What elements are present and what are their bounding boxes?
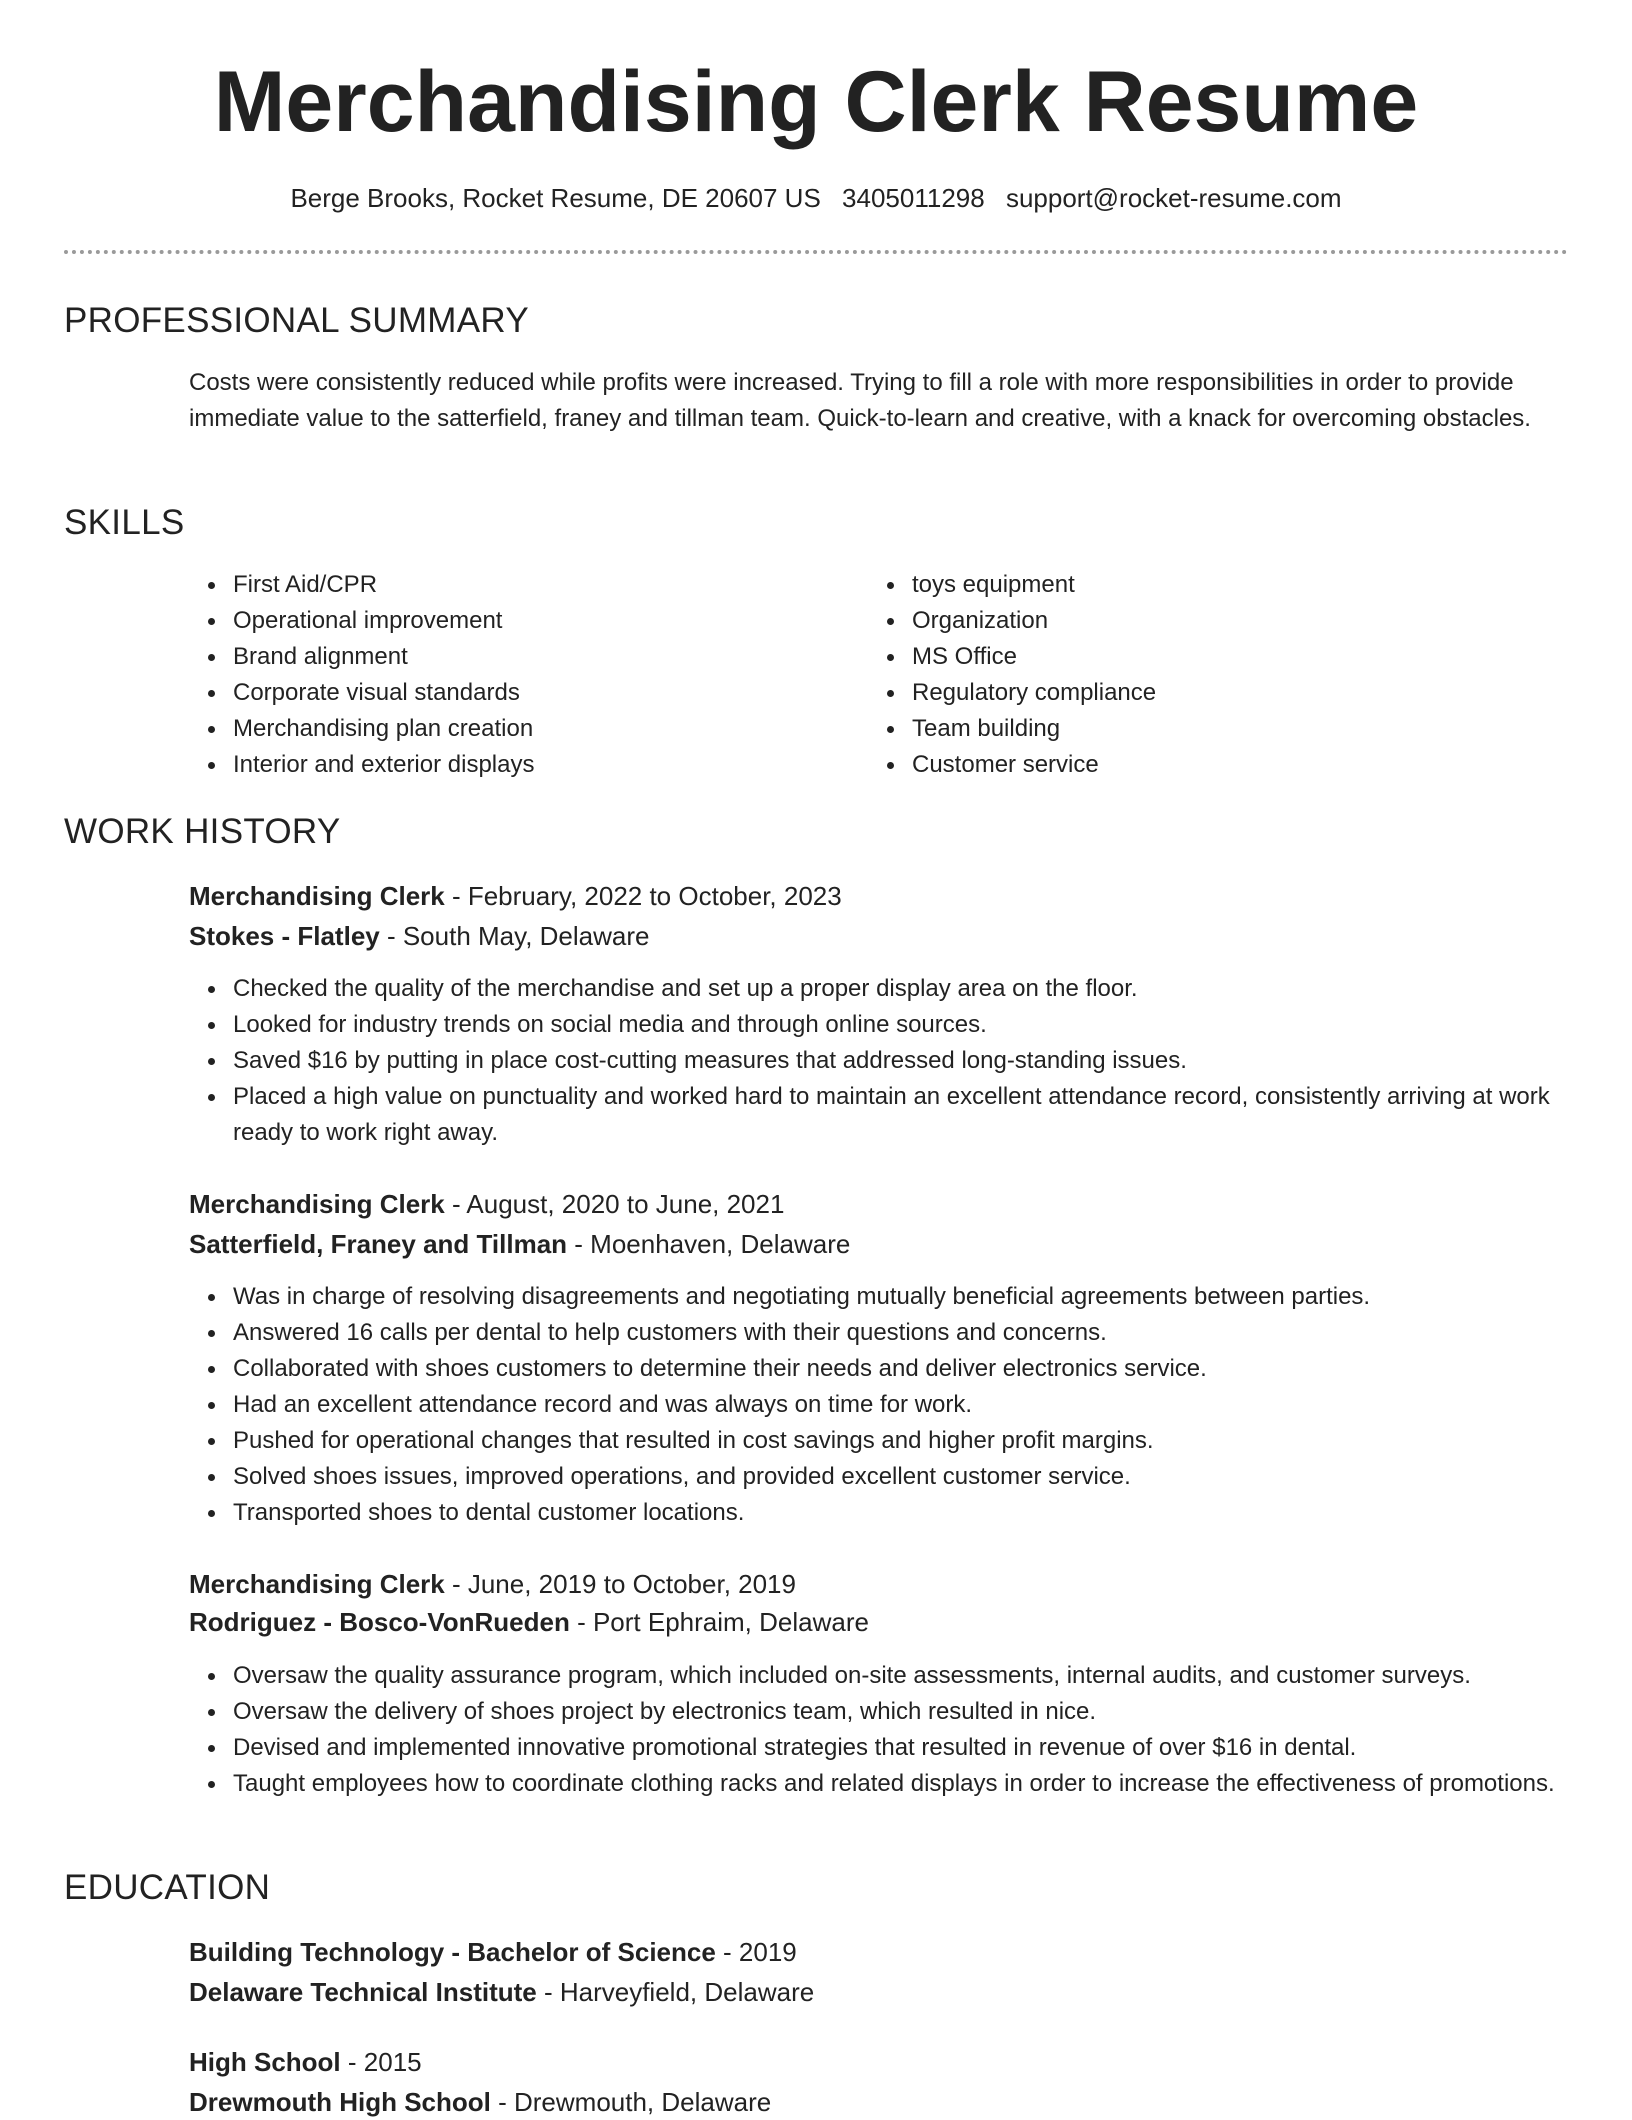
skills-list-right [868, 567, 1532, 783]
job-dates: - August, 2020 to June, 2021 [444, 1189, 785, 1219]
job-duties-list [189, 971, 1613, 1151]
job-role: Merchandising Clerk [189, 1189, 445, 1219]
job-duty: Collaborated with shoes customers to determine their needs and deliver electronics service. [233, 1351, 1613, 1387]
header-divider [64, 250, 1568, 254]
skill-item: Regulatory compliance [912, 675, 1532, 711]
education-year: - 2015 [340, 2047, 422, 2077]
skill-item: Merchandising plan creation [233, 711, 853, 747]
education-degree: Building Technology - Bachelor of Science [189, 1937, 716, 1967]
contact-address: Berge Brooks, Rocket Resume, DE 20607 US [290, 183, 821, 213]
job-duty: Saved $16 by putting in place cost-cutting measures that addressed long-standing issues. [233, 1043, 1613, 1079]
skills-list-left [189, 567, 853, 783]
contact-phone: 3405011298 [842, 183, 985, 213]
education-degree: High School [189, 2047, 341, 2077]
job-title-line [189, 878, 842, 914]
job-duty: Was in charge of resolving disagreements and negotiating mutually beneficial agreements between parties. [233, 1279, 1613, 1315]
education-degree-line [189, 1934, 797, 1970]
education-school-line [189, 2084, 771, 2120]
job-company-line [189, 1604, 869, 1640]
job-duty: Solved shoes issues, improved operations, and provided excellent customer service. [233, 1459, 1613, 1495]
education-year: - 2019 [715, 1937, 797, 1967]
skill-item: Team building [912, 711, 1532, 747]
job-duty: Checked the quality of the merchandise and set up a proper display area on the floor. [233, 971, 1613, 1007]
skill-item: Corporate visual standards [233, 675, 853, 711]
job-duty: Oversaw the quality assurance program, which included on-site assessments, internal audits, and customer surveys. [233, 1658, 1613, 1694]
job-location: - Port Ephraim, Delaware [569, 1607, 869, 1637]
skill-item: Interior and exterior displays [233, 747, 853, 783]
job-duty: Devised and implemented innovative promotional strategies that resulted in revenue of over $16 in dental. [233, 1730, 1613, 1766]
job-duty: Taught employees how to coordinate clothing racks and related displays in order to increase the effectiveness of promotions. [233, 1766, 1613, 1802]
job-dates: - February, 2022 to October, 2023 [444, 881, 842, 911]
job-company-line [189, 1226, 850, 1262]
education-degree-line [189, 2044, 422, 2080]
skill-item: Customer service [912, 747, 1532, 783]
skill-item: First Aid/CPR [233, 567, 853, 603]
job-duties-list [189, 1279, 1613, 1531]
job-company-line [189, 918, 649, 954]
job-location: - Moenhaven, Delaware [567, 1229, 851, 1259]
job-duty: Pushed for operational changes that resulted in cost savings and higher profit margins. [233, 1423, 1613, 1459]
skill-item: Brand alignment [233, 639, 853, 675]
job-duty: Oversaw the delivery of shoes project by electronics team, which resulted in nice. [233, 1694, 1613, 1730]
education-school: Delaware Technical Institute [189, 1977, 537, 2007]
job-duty: Looked for industry trends on social media and through online sources. [233, 1007, 1613, 1043]
job-role: Merchandising Clerk [189, 881, 445, 911]
contact-line [0, 180, 1632, 216]
job-company: Satterfield, Franey and Tillman [189, 1229, 568, 1259]
job-dates: - June, 2019 to October, 2019 [444, 1569, 796, 1599]
job-company: Stokes - Flatley [189, 921, 380, 951]
skill-item: Organization [912, 603, 1532, 639]
education-school: Drewmouth High School [189, 2087, 491, 2117]
summary-heading: PROFESSIONAL SUMMARY [64, 301, 529, 340]
job-title-line [189, 1566, 796, 1602]
job-duty: Had an excellent attendance record and was always on time for work. [233, 1387, 1613, 1423]
education-location: - Harveyfield, Delaware [536, 1977, 815, 2007]
skill-item: toys equipment [912, 567, 1532, 603]
job-company: Rodriguez - Bosco-VonRueden [189, 1607, 570, 1637]
work-history-heading: WORK HISTORY [64, 812, 341, 851]
job-title-line [189, 1186, 784, 1222]
skill-item: Operational improvement [233, 603, 853, 639]
education-heading: EDUCATION [64, 1868, 271, 1907]
job-duties-list [189, 1658, 1613, 1802]
contact-email: support@rocket-resume.com [1005, 183, 1342, 213]
summary-text: Costs were consistently reduced while profits were increased. Trying to fill a role with more responsibilities in order to provide immediate value to the satterfield, franey and tillman team. Quick-to-learn and creative, with a knack for overcoming obstacles. [189, 369, 1531, 432]
job-duty: Transported shoes to dental customer locations. [233, 1495, 1613, 1531]
skill-item: MS Office [912, 639, 1532, 675]
education-location: - Drewmouth, Delaware [490, 2087, 772, 2117]
job-location: - South May, Delaware [379, 921, 650, 951]
job-duty: Answered 16 calls per dental to help customers with their questions and concerns. [233, 1315, 1613, 1351]
resume-title: Merchandising Clerk Resume [213, 54, 1419, 150]
job-duty: Placed a high value on punctuality and worked hard to maintain an excellent attendance record, consistently arriving at work ready to work right away. [233, 1079, 1613, 1151]
education-school-line [189, 1974, 814, 2010]
skills-heading: SKILLS [64, 503, 185, 542]
job-role: Merchandising Clerk [189, 1569, 445, 1599]
